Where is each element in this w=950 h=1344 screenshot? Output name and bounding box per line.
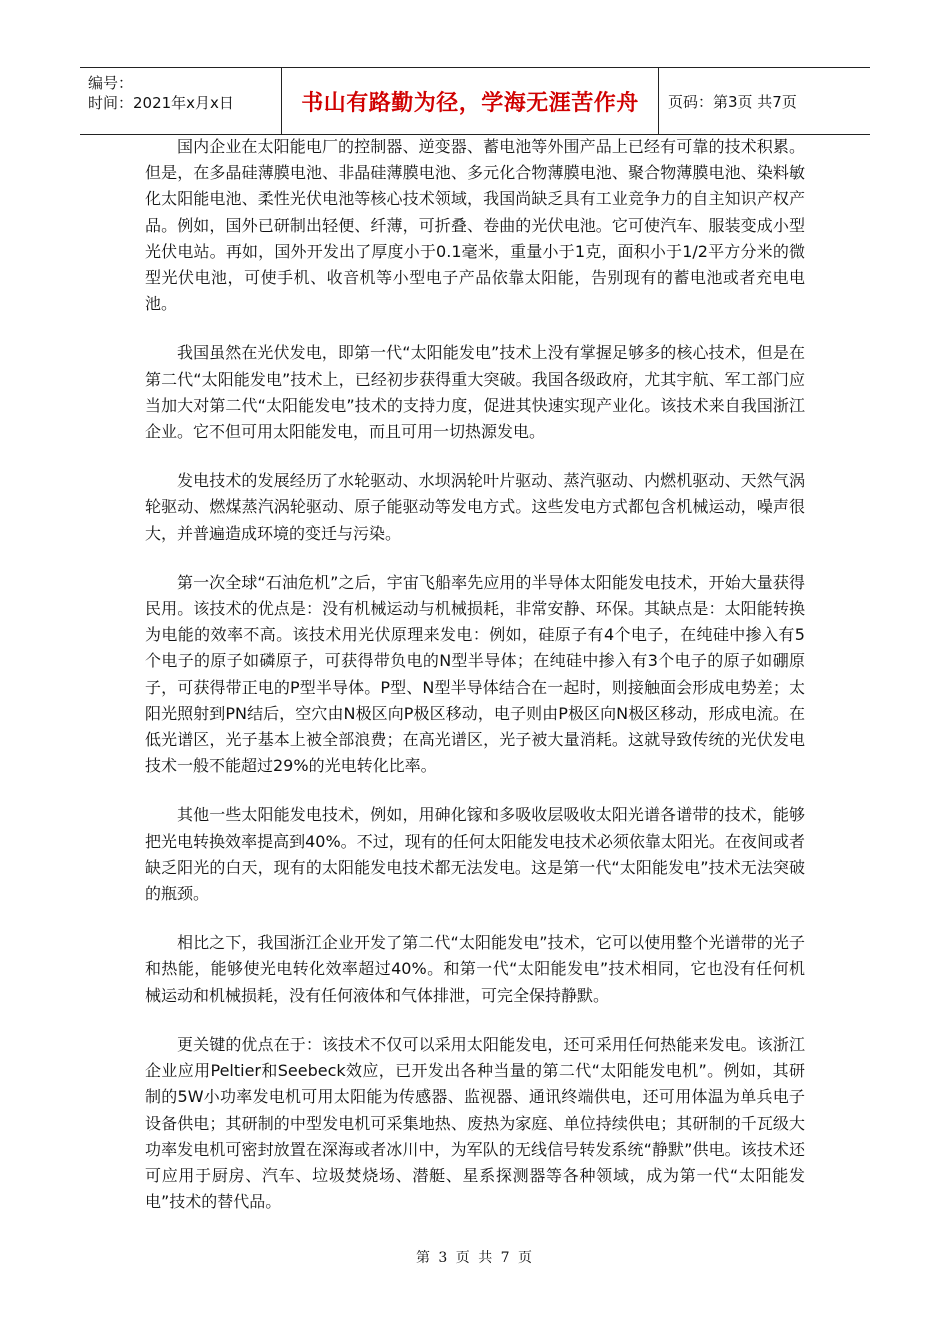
page-footer: 第 3 页 共 7 页 <box>415 1250 535 1266</box>
body-paragraph: 发电技术的发展经历了水轮驱动、水坝涡轮叶片驱动、蒸汽驱动、内燃机驱动、天然气涡轮驱动、燃煤蒸汽涡轮驱动、原子能驱动等发电方式。这些发电方式都包含机械运动，噪声很大，并普遍造成环境的变迁与污染。 <box>145 471 805 543</box>
header-motto: 书山有路勤为径，学海无涯苦作舟 <box>301 90 639 116</box>
body-paragraph: 我国虽然在光伏发电，即第一代“太阳能发电”技术上没有掌握足够多的核心技术，但是在第二代“太阳能发电”技术上，已经初步获得重大突破。我国各级政府，尤其宇航、军工部门应当加大对第二代“太阳能发电”技术的支持力度，促进其快速实现产业化。该技术来自我国浙江企业。它不但可用太阳能发电，而且可用一切热源发电。 <box>145 343 805 442</box>
body-paragraph: 更关键的优点在于：该技术不仅可以采用太阳能发电，还可采用任何热能来发电。该浙江企业应用Peltier和Seebeck效应，已开发出各种当量的第二代“太阳能发电机”。例如，其研制的5W小功率发电机可用太阳能为传感器、监视器、通讯终端供电，还可用体温为单兵电子设备供电；其研制的中型发电机可采集地热、废热为家庭、单位持续供电；其研制的千瓦级大功率发电机可密封放置在深海或者冰川中，为军队的无线信号转发系统“静默”供电。该技术还可应用于厨房、汽车、垃圾焚烧场、潜艇、星系探测器等各种领域，成为第一代“太阳能发电”技术的替代品。 <box>145 1034 805 1212</box>
body-paragraph: 国内企业在太阳能电厂的控制器、逆变器、蓄电池等外围产品上已经有可靠的技术积累。但是，在多晶硅薄膜电池、非晶硅薄膜电池、多元化合物薄膜电池、聚合物薄膜电池、染料敏化太阳能电池、柔性光伏电池等核心技术领域，我国尚缺乏具有工业竞争力的自主知识产权产品。例如，国外已研制出轻便、纤薄，可折叠、卷曲的光伏电池。它可使汽车、服装变成小型光伏电站。再如，国外开发出了厚度小于0.1毫米，重量小于1克，面积小于1/2平方分米的微型光伏电池，可使手机、收音机等小型电子产品依靠太阳能，告别现有的蓄电池或者充电电池。 <box>145 137 805 314</box>
document-body <box>145 134 805 1238</box>
header-page-label: 页码：第3页 共7页 <box>668 92 797 111</box>
doc-code-label: 编号： <box>88 74 134 92</box>
body-paragraph: 第一次全球“石油危机”之后，宇宙飞船率先应用的半导体太阳能发电技术，开始大量获得民用。该技术的优点是：没有机械运动与机械损耗，非常安静、环保。其缺点是：太阳能转换为电能的效率不高。该技术用光伏原理来发电：例如，硅原子有4个电子，在纯硅中掺入有5个电子的原子如磷原子，可获得带负电的N型半导体；在纯硅中掺入有3个电子的原子如硼原子，可获得带正电的P型半导体。P型、N型半导体结合在一起时，则接触面会形成电势差；太阳光照射到PN结后，空穴由N极区向P极区移动，电子则由P极区向N极区移动，形成电流。在低光谱区，光子基本上被全部浪费；在高光谱区，光子被大量消耗。这就导致传统的光伏发电技术一般不能超过29%的光电转化比率。 <box>145 572 805 776</box>
page-header <box>80 67 870 135</box>
body-paragraph: 其他一些太阳能发电技术，例如，用砷化镓和多吸收层吸收太阳光谱各谱带的技术，能够把光电转换效率提高到40%。不过，现有的任何太阳能发电技术必须依靠太阳光。在夜间或者缺乏阳光的白天，现有的太阳能发电技术都无法发电。这是第一代“太阳能发电”技术无法突破的瓶颈。 <box>145 805 805 904</box>
body-paragraph: 相比之下，我国浙江企业开发了第二代“太阳能发电”技术，它可以使用整个光谱带的光子和热能，能够使光电转化效率超过40%。和第一代“太阳能发电”技术相同，它也没有任何机械运动和机械损耗，没有任何液体和气体排泄，可完全保持静默。 <box>145 933 805 1005</box>
header-divider <box>658 68 659 134</box>
header-meta <box>88 73 283 113</box>
doc-time-label: 时间：2021年x月x日 <box>88 94 234 112</box>
